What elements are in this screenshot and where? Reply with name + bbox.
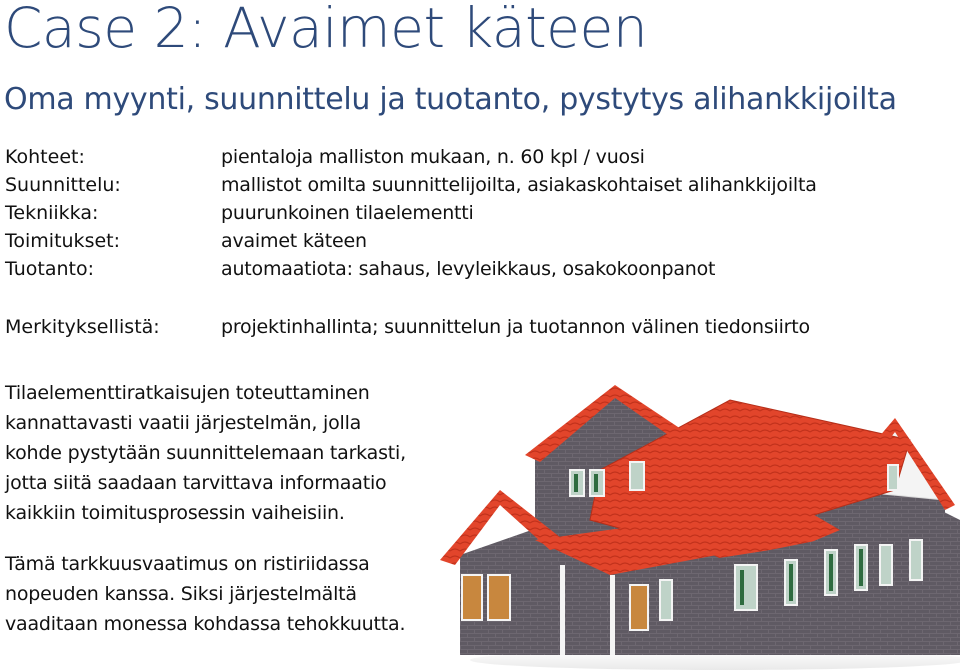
- paragraph-line: kaikkiin toimitusprosessin vaiheisiin.: [5, 502, 345, 524]
- paragraph-line: kannattavasti vaatii järjestelmän, jolla: [5, 412, 362, 434]
- paragraph-requirements: [5, 378, 450, 528]
- paragraph-contradiction: [5, 549, 450, 639]
- fact-value: puurunkoinen tilaelementti: [221, 202, 474, 224]
- fact-label: Tuotanto:: [5, 258, 94, 280]
- paragraph-line: vaaditaan monessa kohdassa tehokkuutta.: [5, 613, 406, 635]
- window: [880, 545, 892, 585]
- paragraph-line: Tilaelementtiratkaisujen toteuttaminen: [5, 382, 370, 404]
- fact-value: automaatiota: sahaus, levyleikkaus, osakokoonpanot: [221, 258, 716, 280]
- fact-row-kohteet: [0, 146, 960, 174]
- fact-value: avaimet käteen: [221, 230, 367, 252]
- window: [660, 580, 672, 620]
- fact-row-suunnittelu: [0, 174, 960, 202]
- fact-label: Suunnittelu:: [5, 174, 121, 196]
- paragraph-line: jotta siitä saadaan tarvittava informaatio: [5, 472, 387, 494]
- front-door: [630, 585, 648, 630]
- fact-label: Kohteet:: [5, 146, 85, 168]
- fact-row-tuotanto: [0, 258, 960, 286]
- window: [910, 540, 922, 580]
- fact-row-merkityksellista: [0, 316, 960, 344]
- paragraph-line: Tämä tarkkuusvaatimus on ristiriidassa: [5, 553, 370, 575]
- paragraph-line: kohde pystytään suunnittelemaan tarkasti,: [5, 442, 406, 464]
- fact-label: Merkityksellistä:: [5, 316, 160, 338]
- window: [735, 565, 757, 610]
- fact-row-tekniikka: [0, 202, 960, 230]
- garage-door: [462, 575, 482, 620]
- window: [630, 462, 644, 490]
- porch-post: [560, 565, 565, 655]
- fact-value: mallistot omilta suunnittelijoilta, asiakaskohtaiset alihankkijoilta: [221, 174, 817, 196]
- page-title: Case 2: Avaimet käteen: [4, 0, 648, 60]
- fact-value: pientaloja malliston mukaan, n. 60 kpl / vuosi: [221, 146, 645, 168]
- garage-door: [488, 575, 510, 620]
- window: [888, 465, 898, 490]
- fact-value: projektinhallinta; suunnittelun ja tuotannon välinen tiedonsiirto: [221, 316, 810, 338]
- fact-label: Toimitukset:: [5, 230, 121, 252]
- page-subtitle: Oma myynti, suunnittelu ja tuotanto, pystytys alihankkijoilta: [4, 82, 897, 117]
- fact-row-toimitukset: [0, 230, 960, 258]
- fact-label: Tekniikka:: [5, 202, 99, 224]
- paragraph-line: nopeuden kanssa. Siksi järjestelmältä: [5, 583, 357, 605]
- porch-post: [610, 575, 615, 655]
- house-illustration: [440, 370, 960, 670]
